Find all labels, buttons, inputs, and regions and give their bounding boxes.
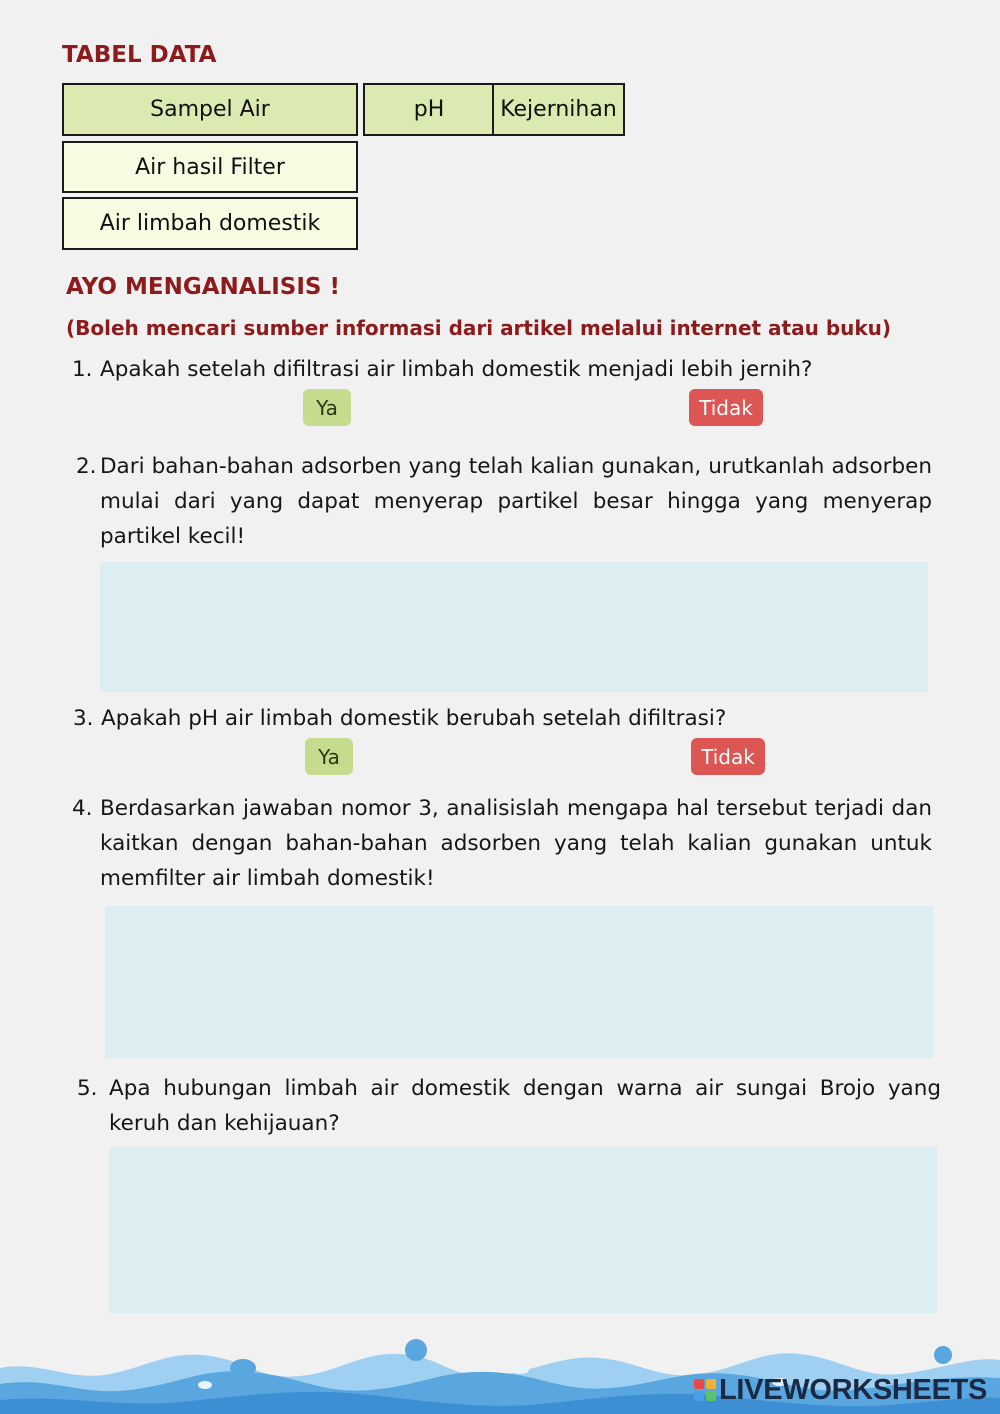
question-number: 3. <box>73 706 94 731</box>
question-number: 4. <box>72 796 93 821</box>
liveworksheets-logo <box>694 1372 987 1408</box>
q4-answer-box[interactable] <box>105 906 933 1058</box>
q3-yes-button[interactable]: Ya <box>305 738 353 775</box>
question-5 <box>77 1071 941 1141</box>
q2-answer-box[interactable] <box>100 562 928 692</box>
question-text: Apa hubungan limbah air domestik dengan warna air sungai Brojo yang keruh dan kehijauan? <box>109 1076 941 1136</box>
question-text: Apakah pH air limbah domestik berubah setelah difiltrasi? <box>101 706 727 731</box>
logo-mark-icon <box>694 1379 716 1401</box>
question-number: 2. <box>76 454 97 479</box>
question-4 <box>72 791 932 897</box>
question-number: 5. <box>77 1076 98 1101</box>
question-1 <box>72 352 932 387</box>
question-2 <box>76 449 932 555</box>
q3-no-button[interactable]: Tidak <box>691 738 765 775</box>
question-3 <box>73 701 933 736</box>
question-number: 1. <box>72 357 93 382</box>
q1-no-button[interactable]: Tidak <box>689 389 763 426</box>
brand-name: LIVEWORKSHEETS <box>719 1373 988 1406</box>
table-row-filtered-water: Air hasil Filter <box>62 141 358 193</box>
table-header-clarity: Kejernihan <box>492 83 625 136</box>
table-title: TABEL DATA <box>62 42 217 68</box>
q5-answer-box[interactable] <box>109 1147 937 1313</box>
question-text: Apakah setelah difiltrasi air limbah domestik menjadi lebih jernih? <box>100 357 813 382</box>
table-row-domestic-waste-water: Air limbah domestik <box>62 197 358 250</box>
analysis-title: AYO MENGANALISIS ! <box>66 274 340 300</box>
table-header-ph: pH <box>363 83 495 136</box>
analysis-note: (Boleh mencari sumber informasi dari artikel melalui internet atau buku) <box>66 316 892 340</box>
question-text: Berdasarkan jawaban nomor 3, analisislah mengapa hal tersebut terjadi dan kaitkan dengan bahan-bahan adsorben yang telah kalian gunakan untuk memfilter air limbah domestik! <box>100 796 932 891</box>
table-header-sample: Sampel Air <box>62 83 358 136</box>
question-text: Dari bahan-bahan adsorben yang telah kalian gunakan, urutkanlah adsorben mulai dari yang dapat menyerap partikel besar hingga yang menyerap partikel kecil! <box>100 454 932 549</box>
q1-yes-button[interactable]: Ya <box>303 389 351 426</box>
